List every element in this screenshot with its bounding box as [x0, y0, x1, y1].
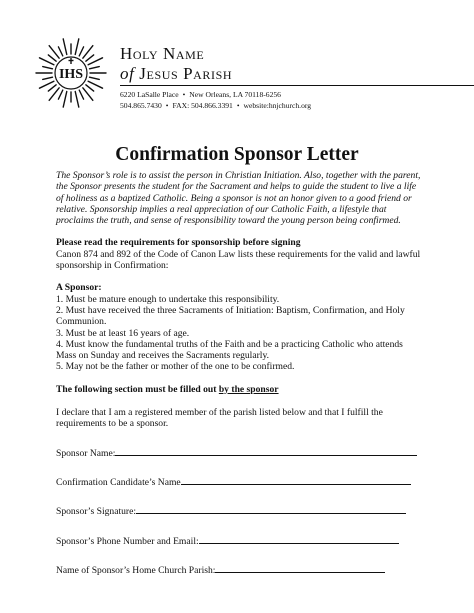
sponsor-section-heading: [56, 384, 422, 395]
sunburst-ray: [90, 67, 100, 69]
list-item: 2. Must have received the three Sacraments of Initiation: Baptism, Confirmation, and Holy Communion.: [56, 304, 405, 328]
list-item: 5. May not be the father or mother of the one to be confirmed.: [56, 361, 295, 373]
intro-paragraph: The Sponsor’s role is to assist the person in Christian Initiation. Also, together with the parent, the Sponsor presents the student for the Sacrament and helps to guide the student to live a life of holiness as a baptized Catholic. Being a sponsor is not an honor given to a good friend or relative. Sponsorship implies a real appreciation of our Catholic Faith, a lifestyle that proclaims the truth, and sense of responsibility toward the young person being confirmed.: [56, 170, 421, 227]
address-line-2: [120, 100, 311, 111]
sunburst-ray: [48, 55, 56, 61]
page-title: Confirmation Sponsor Letter: [115, 144, 359, 165]
sunburst-ray: [63, 39, 67, 55]
logo-monogram: IHS: [58, 67, 84, 82]
sunburst-ray: [48, 85, 56, 91]
sponsor-phone-email-line[interactable]: [199, 534, 399, 544]
bullet-separator: •: [236, 101, 240, 110]
parish-name-of: of: [120, 64, 135, 83]
declaration-text: I declare that I am a registered member of the parish listed below and that I fulfill the requirements to be a sponsor.: [56, 407, 383, 430]
sponsor-heading: A Sponsor:: [56, 282, 102, 294]
sunburst-ray: [75, 39, 79, 55]
list-item: 4. Must know the fundamental truths of the Faith and be a practicing Catholic who attends Mass on Sunday and receives the Sacraments regularly.: [56, 338, 403, 362]
sponsor-section-heading-underlined: by the sponsor: [218, 383, 279, 395]
candidate-name-line[interactable]: [181, 475, 411, 485]
sunburst-ray: [86, 85, 94, 91]
field-label: Name of Sponsor’s Home Church Parish:: [56, 564, 216, 576]
home-parish-field: [56, 563, 422, 576]
sunburst-ray: [39, 58, 53, 65]
bullet-separator: •: [182, 90, 186, 99]
sunburst-ray: [58, 47, 62, 56]
sunburst-ray: [75, 92, 79, 108]
sunburst-ray: [88, 58, 102, 65]
parish-name-line1: Holy Name: [120, 44, 205, 63]
letterhead: [34, 36, 454, 116]
street-address: 6220 LaSalle Place: [120, 90, 179, 99]
sunburst-ray: [39, 81, 53, 88]
sponsor-name-field: [56, 446, 422, 459]
field-label: Sponsor Name:: [56, 447, 116, 459]
field-label: Sponsor’s Signature:: [56, 506, 137, 518]
address-line-1: [120, 89, 311, 100]
sunburst-ray: [43, 77, 53, 79]
sunburst-ray: [90, 77, 100, 79]
canon-text: Canon 874 and 892 of the Code of Canon Law lists these requirements for the valid and lawful sponsorship in Confirmation:: [56, 248, 421, 272]
sunburst-ray: [43, 67, 53, 69]
sponsor-phone-email-field: [56, 534, 422, 547]
parish-name-jesus: Jesus Parish: [139, 64, 233, 83]
city-state-zip: New Orleans, LA 70118-6256: [189, 90, 281, 99]
home-parish-line[interactable]: [215, 563, 385, 573]
sponsor-signature-line[interactable]: [136, 504, 406, 514]
bullet-separator: •: [165, 101, 169, 110]
field-label: Sponsor’s Phone Number and Email:: [56, 535, 199, 547]
parish-address: [120, 89, 311, 111]
sponsor-section-heading-text: The following section must be filled out: [56, 383, 219, 395]
sunburst-ray: [86, 55, 94, 61]
sponsor-name-line[interactable]: [115, 446, 417, 456]
sunburst-ray: [79, 47, 83, 56]
field-label: Confirmation Candidate’s Name: [56, 476, 181, 488]
phone-number: 504.865.7430: [120, 101, 162, 110]
website[interactable]: website:hnjchurch.org: [243, 101, 312, 110]
parish-name-line2: [120, 64, 232, 84]
fax-number: FAX: 504.866.3391: [172, 101, 233, 110]
sunburst-ray: [63, 92, 67, 108]
list-item: 3. Must be at least 16 years of age.: [56, 327, 190, 339]
parish-name: [120, 44, 232, 84]
letter-body: [56, 170, 422, 576]
header-divider: [120, 85, 474, 86]
sponsor-requirements: [56, 282, 422, 372]
ihs-sunburst-logo: [34, 36, 108, 110]
sunburst-ray: [88, 81, 102, 88]
list-item: 1. Must be mature enough to undertake this responsibility.: [56, 293, 280, 305]
sunburst-ray: [58, 90, 62, 99]
requirements-heading: Please read the requirements for sponsorship before signing: [56, 237, 301, 249]
sponsor-signature-field: [56, 504, 422, 517]
candidate-name-field: [56, 475, 422, 488]
sunburst-ray: [79, 90, 83, 99]
requirements-list: [56, 294, 422, 373]
